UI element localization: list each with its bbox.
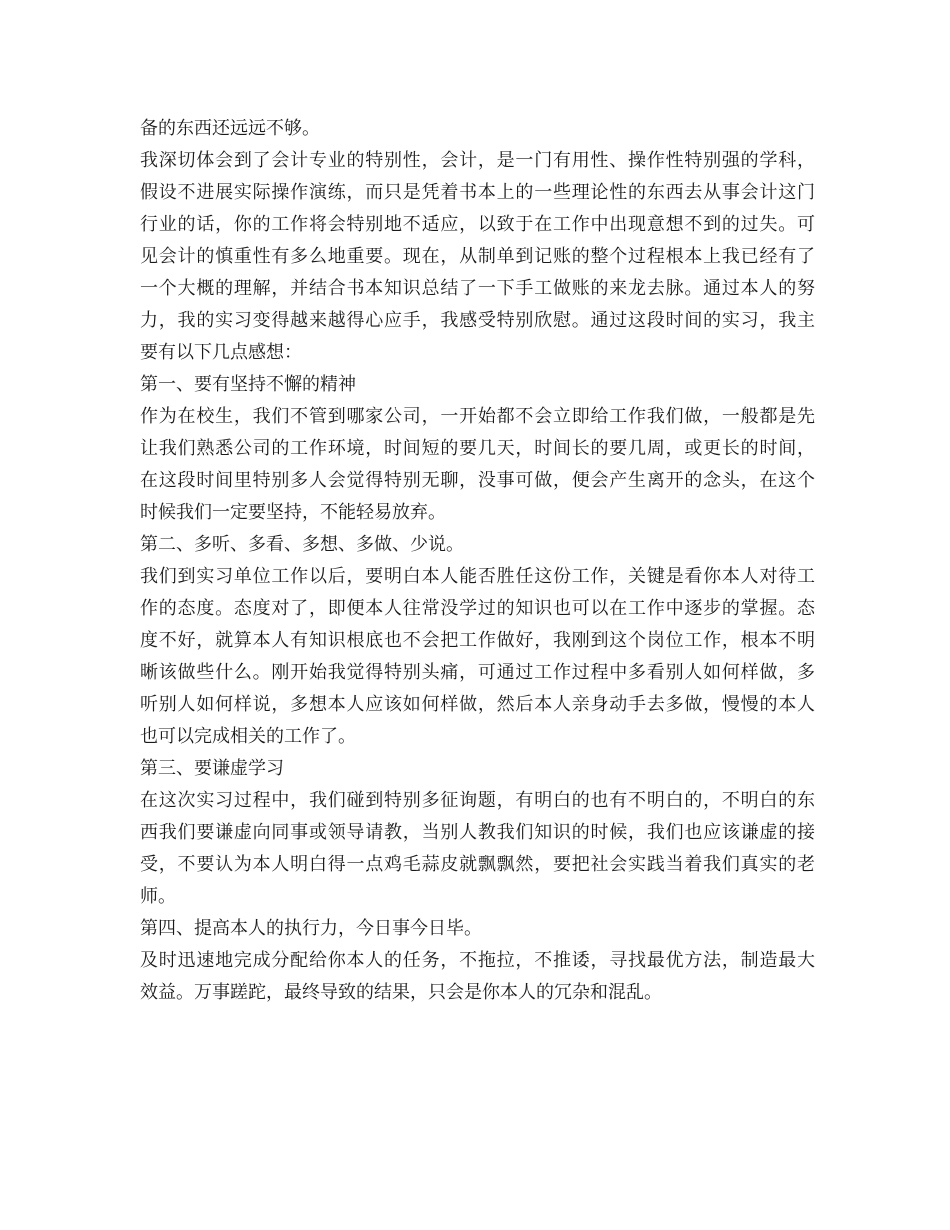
text-line: 行业的话，你的工作将会特别地不适应，以致于在工作中出现意想不到的过失。可	[140, 214, 815, 235]
text-line: 时候我们一定要坚持，不能轻易放弃。	[140, 502, 446, 523]
text-line: 我深切体会到了会计专业的特别性，会计，是一门有用性、操作性特别强的学科，	[140, 150, 815, 171]
text-line: 让我们熟悉公司的工作环境，时间短的要几天，时间长的要几周，或更长的时间，	[140, 438, 815, 459]
text-line: 在这段时间里特别多人会觉得特别无聊，没事可做，便会产生离开的念头，在这个	[140, 470, 815, 491]
text-line: 一个大概的理解，并结合书本知识总结了一下手工做账的来龙去脉。通过本人的努	[140, 278, 815, 299]
text-line: 作为在校生，我们不管到哪家公司，一开始都不会立即给工作我们做，一般都是先	[140, 406, 815, 427]
text-line: 度不好，就算本人有知识根底也不会把工作做好，我刚到这个岗位工作，根本不明	[140, 630, 815, 651]
text-line: 第四、提高本人的执行力，今日事今日毕。	[140, 918, 482, 939]
text-line: 及时迅速地完成分配给你本人的任务，不拖拉，不推诿，寻找最优方法，制造最大	[140, 950, 815, 971]
text-line: 要有以下几点感想：	[140, 342, 302, 363]
text-line: 第三、要谦虚学习	[140, 758, 284, 779]
text-line: 备的东西还远远不够。	[140, 118, 320, 139]
text-line: 假设不进展实际操作演练，而只是凭着书本上的一些理论性的东西去从事会计这门	[140, 182, 815, 203]
text-line: 在这次实习过程中，我们碰到特别多征询题，有明白的也有不明白的，不明白的东	[140, 790, 815, 811]
text-line: 作的态度。态度对了，即便本人往常没学过的知识也可以在工作中逐步的掌握。态	[140, 598, 815, 619]
text-line: 受，不要认为本人明白得一点鸡毛蒜皮就飘飘然，要把社会实践当着我们真实的老	[140, 854, 815, 875]
text-line: 师。	[140, 886, 176, 907]
text-line: 西我们要谦虚向同事或领导请教，当别人教我们知识的时候，我们也应该谦虚的接	[140, 822, 815, 843]
text-line: 也可以完成相关的工作了。	[140, 726, 356, 747]
text-line: 第一、要有坚持不懈的精神	[140, 374, 356, 395]
text-line: 晰该做些什么。刚开始我觉得特别头痛，可通过工作过程中多看别人如何样做，多	[140, 662, 815, 683]
text-line: 见会计的慎重性有多么地重要。现在，从制单到记账的整个过程根本上我已经有了	[140, 246, 815, 267]
text-line: 第二、多听、多看、多想、多做、少说。	[140, 534, 464, 555]
document-body	[140, 113, 815, 1009]
text-line: 听别人如何样说，多想本人应该如何样做，然后本人亲身动手去多做，慢慢的本人	[140, 694, 815, 715]
text-line: 我们到实习单位工作以后，要明白本人能否胜任这份工作，关键是看你本人对待工	[140, 566, 815, 587]
text-line: 力，我的实习变得越来越得心应手，我感受特别欣慰。通过这段时间的实习，我主	[140, 310, 815, 331]
text-line: 效益。万事蹉跎，最终导致的结果，只会是你本人的冗杂和混乱。	[140, 982, 662, 1003]
